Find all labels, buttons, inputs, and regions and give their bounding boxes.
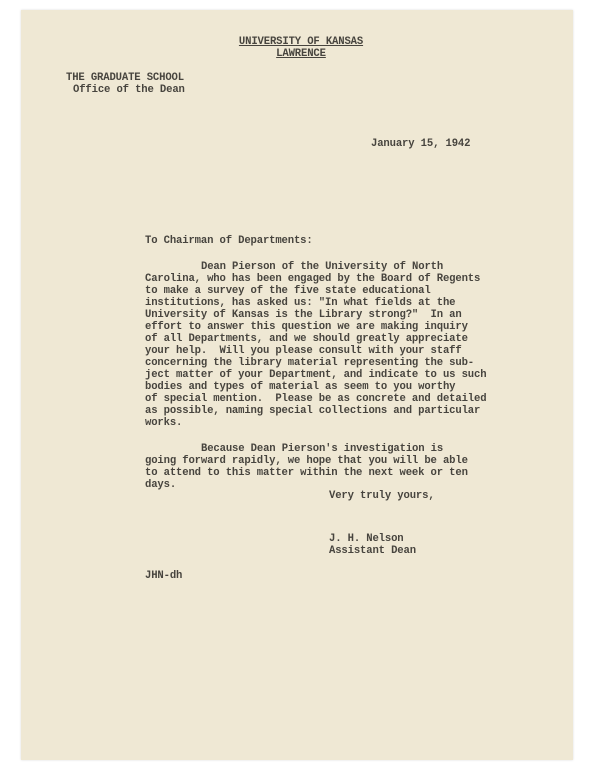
letter-page [21, 10, 573, 760]
paragraph-line: days. [145, 479, 177, 491]
paragraph-line: University of Kansas is the Library strong?" In an [145, 309, 462, 321]
paragraph-line: going forward rapidly, we hope that you will be able [145, 455, 468, 467]
paragraph-line: effort to answer this question we are making inquiry [145, 321, 468, 333]
salutation: To Chairman of Departments: [145, 235, 313, 247]
paragraph-line: of all Departments, and we should greatly appreciate [145, 333, 468, 345]
sender-school: THE GRADUATE SCHOOL [66, 72, 184, 84]
paragraph-line: concerning the library material representing the sub- [145, 357, 474, 369]
paragraph-line: works. [145, 417, 183, 429]
paragraph-line: to make a survey of the five state educational [145, 285, 431, 297]
signature-name: J. H. Nelson [329, 533, 404, 545]
paragraph-line: ject matter of your Department, and indicate to us such [145, 369, 487, 381]
signature-title: Assistant Dean [329, 545, 416, 557]
paragraph-line: Because Dean Pierson's investigation is [201, 443, 444, 455]
closing: Very truly yours, [329, 490, 435, 502]
letter-date: January 15, 1942 [371, 138, 471, 150]
paragraph-line: Dean Pierson of the University of North [201, 261, 444, 273]
paragraph-line: as possible, naming special collections and particular [145, 405, 481, 417]
paragraph-line: bodies and types of material as seem to you worthy [145, 381, 456, 393]
paragraph-line: to attend to this matter within the next week or ten [145, 467, 468, 479]
paragraph-line: your help. Will you please consult with your staff [145, 345, 462, 357]
sender-office: Office of the Dean [73, 84, 185, 96]
paragraph-line: of special mention. Please be as concrete and detailed [145, 393, 487, 405]
letterhead-university: UNIVERSITY OF KANSAS [238, 36, 364, 48]
paragraph-line: Carolina, who has been engaged by the Board of Regents [145, 273, 481, 285]
typist-initials: JHN-dh [145, 570, 183, 582]
paragraph-line: institutions, has asked us: "In what fields at the [145, 297, 456, 309]
letterhead-city: LAWRENCE [276, 48, 326, 60]
